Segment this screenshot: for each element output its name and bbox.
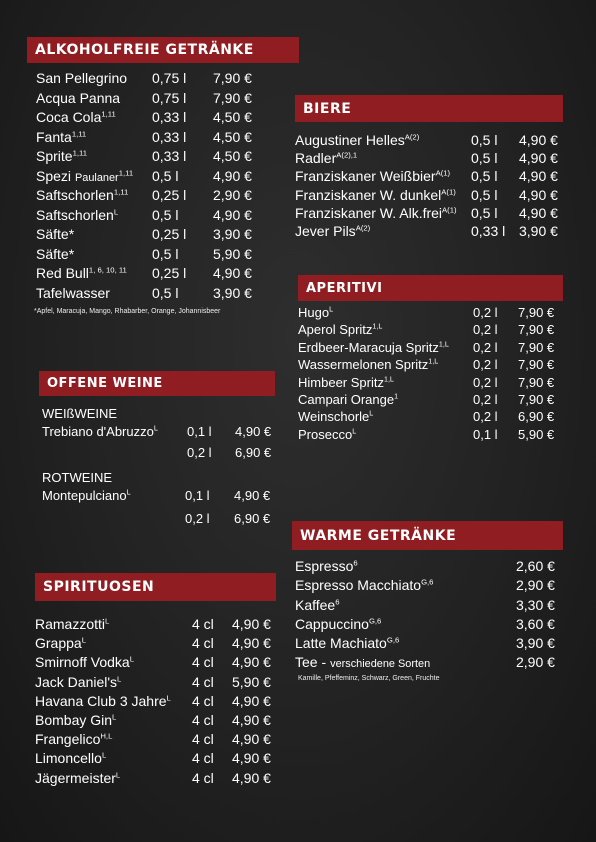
menu-row <box>36 70 276 90</box>
item-volume: 4 cl <box>192 769 214 786</box>
item-name-text: Franziskaner W. Alk.frei <box>295 204 443 221</box>
item-name-text: Bombay Gin <box>35 711 113 728</box>
item-price: 4,90 € <box>232 654 271 671</box>
menu-row <box>36 285 276 305</box>
item-volume: 0,75 l <box>152 70 187 86</box>
item-price: 4,50 € <box>213 148 252 164</box>
item-price: 3,90 € <box>516 635 555 652</box>
item-name-text: Cappuccino <box>295 615 369 632</box>
item-name-text: Himbeer Spritz <box>298 374 384 390</box>
item-volume: 0,5 l <box>152 206 179 223</box>
item-price: 4,50 € <box>213 128 252 145</box>
item-name-text: Limoncello <box>35 750 102 767</box>
item-price: 4,90 € <box>232 769 271 786</box>
item-name <box>36 246 74 262</box>
menu-row <box>36 168 276 188</box>
allergen-code: G,6 <box>421 577 434 587</box>
item-price: 7,90 € <box>518 322 555 338</box>
item-name-detail: Paulaner <box>75 171 119 184</box>
item-name <box>35 750 106 766</box>
juice-footnote: *Apfel, Maracuja, Mango, Rhabarber, Orange, Johannisbeer <box>34 308 221 315</box>
item-volume: 0,2 l <box>473 391 498 407</box>
item-name-text: Trebiano d'Abruzzo <box>42 424 154 439</box>
item-name-text: Prosecco <box>298 426 353 442</box>
item-price: 5,90 € <box>213 245 252 262</box>
item-volume: 0,5 l <box>471 168 498 185</box>
section-banner-aperitivi <box>298 275 563 301</box>
item-price: 3,90 € <box>213 284 252 301</box>
item-name <box>298 322 382 337</box>
item-name <box>35 712 116 728</box>
allergen-code: 1 <box>394 392 399 401</box>
item-volume: 0,2 l <box>473 374 498 390</box>
wine-row <box>42 488 282 511</box>
menu-row <box>298 340 560 357</box>
menu-row <box>298 392 560 409</box>
item-name <box>36 129 86 145</box>
item-name <box>42 424 158 439</box>
item-volume: 0,33 l <box>471 222 506 239</box>
item-price: 4,90 € <box>232 731 271 748</box>
item-name <box>36 226 74 242</box>
menu-row <box>295 654 563 673</box>
item-volume: 0,2 l <box>473 357 498 373</box>
section-banner-biere <box>295 95 563 122</box>
menu-row <box>35 654 280 673</box>
item-name <box>295 150 357 166</box>
item-name-text: Smirnoff Vodka <box>35 654 130 671</box>
item-name <box>42 488 131 503</box>
allergen-code: 1,11 <box>71 128 87 138</box>
item-name <box>35 654 134 670</box>
menu-row <box>35 616 280 635</box>
item-name-text: Kaffee <box>295 596 336 613</box>
section-banner-warm <box>292 521 563 550</box>
menu-row <box>298 409 560 426</box>
item-name <box>35 693 171 709</box>
item-price: 4,90 € <box>519 186 558 203</box>
item-price: 4,90 € <box>234 488 271 503</box>
item-name-text: Red Bull <box>36 265 89 281</box>
allergen-code: 1,11 <box>113 187 129 197</box>
item-price: 4,90 € <box>519 204 558 221</box>
item-name-text: Weinschorle <box>298 409 370 425</box>
item-price: 4,90 € <box>232 711 271 728</box>
allergen-code: A(2),1 <box>336 150 358 160</box>
allergen-code: L <box>153 424 158 433</box>
item-name <box>36 285 110 301</box>
item-name-text: San Pellegrino <box>36 70 128 86</box>
item-price: 2,90 € <box>213 187 252 203</box>
allergen-code: A(1) <box>442 205 457 215</box>
menu-row <box>295 187 565 205</box>
menu-row <box>36 265 276 285</box>
item-name-text: Grappa <box>35 635 82 652</box>
item-name <box>36 207 118 223</box>
item-name-text: Radler <box>295 150 337 167</box>
allergen-code: G,6 <box>368 616 382 626</box>
item-price: 4,50 € <box>213 109 252 125</box>
item-name-text: Erdbeer-Maracuja Spritz <box>298 339 439 355</box>
item-volume: 0,2 l <box>185 511 210 526</box>
menu-row <box>295 616 563 635</box>
item-name <box>36 70 127 86</box>
item-volume: 0,5 l <box>471 150 498 167</box>
item-name <box>35 616 109 632</box>
item-price: 3,90 € <box>213 226 252 242</box>
item-volume: 0,2 l <box>473 305 498 320</box>
allergen-code: G,6 <box>386 635 400 645</box>
item-price: 6,90 € <box>235 445 272 460</box>
allergen-code: L <box>352 427 357 436</box>
item-volume: 0,33 l <box>152 148 187 164</box>
menu-row <box>35 674 280 693</box>
allergen-code: L <box>329 305 334 314</box>
item-name <box>36 90 120 106</box>
allergen-code: L <box>112 712 117 722</box>
allergen-code: L <box>105 616 110 626</box>
item-name <box>295 187 456 203</box>
item-volume: 0,1 l <box>473 426 498 442</box>
allergen-code: A(1) <box>435 168 451 178</box>
item-name <box>36 265 127 281</box>
allergen-code: 1,L <box>372 323 383 332</box>
allergen-code: 1,L <box>428 357 439 366</box>
item-name-text: Franziskaner Weißbier <box>295 168 436 185</box>
allergen-code: L <box>369 410 374 419</box>
allergen-code: 6 <box>353 558 358 568</box>
item-volume: 0,25 l <box>152 265 187 281</box>
menu-row <box>35 770 280 789</box>
item-name <box>298 340 449 355</box>
item-volume: 4 cl <box>192 635 214 652</box>
menu-row <box>298 305 560 322</box>
menu-row <box>295 168 565 186</box>
allergen-code: A(2) <box>404 132 420 142</box>
menu-row <box>36 129 276 149</box>
allergen-code: A(2) <box>355 223 371 233</box>
item-name <box>295 577 433 593</box>
item-price: 3,60 € <box>516 615 555 632</box>
item-price: 2,90 € <box>516 577 555 594</box>
item-name-text: Augustiner Helles <box>295 132 405 148</box>
menu-row <box>36 148 276 168</box>
item-volume: 0,2 l <box>473 409 498 425</box>
item-name-text: Säfte* <box>36 245 75 262</box>
item-volume: 0,1 l <box>187 424 212 439</box>
item-name-text: Ramazzotti <box>35 616 106 632</box>
item-name-text: Tee - <box>295 654 327 671</box>
spirituosen-list <box>35 616 280 789</box>
item-name <box>295 597 340 613</box>
item-name <box>298 427 356 442</box>
item-name <box>36 187 128 203</box>
allergen-code: L <box>126 488 131 497</box>
red-wine-label: ROTWEINE <box>42 470 113 485</box>
item-price: 2,60 € <box>516 558 555 574</box>
item-name-text: Acqua Panna <box>36 89 121 106</box>
menu-row <box>298 375 560 392</box>
item-name <box>295 205 457 221</box>
section-banner-alkoholfrei <box>27 37 299 63</box>
item-volume: 0,33 l <box>152 128 187 145</box>
allergen-code: L <box>166 693 171 703</box>
allergen-code: L <box>115 769 121 779</box>
item-price: 4,90 € <box>213 167 252 184</box>
menu-row <box>298 427 560 444</box>
item-name <box>295 635 399 651</box>
item-price: 7,90 € <box>518 391 555 407</box>
item-name <box>298 305 333 320</box>
allergen-code: L <box>113 206 119 216</box>
item-volume: 4 cl <box>192 692 214 709</box>
item-name-text: Aperol Spritz <box>298 322 373 338</box>
item-price: 5,90 € <box>232 673 271 690</box>
allergen-code: L <box>129 654 134 664</box>
item-volume: 4 cl <box>192 654 214 671</box>
section-title: WARME GETRÄNKE <box>300 527 457 544</box>
item-name-text: Saftschorlen <box>36 206 114 223</box>
menu-row <box>36 226 276 246</box>
item-volume: 0,25 l <box>152 226 187 242</box>
menu-row <box>295 597 563 616</box>
item-name-text: Frangelico <box>35 731 101 748</box>
allergen-code: 1,11 <box>118 167 134 177</box>
allergen-code: 1,11 <box>101 109 116 119</box>
item-volume: 0,5 l <box>152 284 179 301</box>
item-price: 4,90 € <box>235 424 272 439</box>
item-price: 3,30 € <box>516 596 555 613</box>
item-price: 4,90 € <box>232 635 271 652</box>
item-name-text: Saftschorlen <box>36 187 114 203</box>
item-volume: 4 cl <box>192 711 214 728</box>
item-name <box>295 223 370 239</box>
item-volume: 0,33 l <box>152 109 187 125</box>
section-title: SPIRITUOSEN <box>43 579 155 595</box>
alkoholfrei-list <box>36 70 276 304</box>
menu-row <box>295 558 563 577</box>
menu-row <box>295 205 565 223</box>
item-name <box>36 109 116 125</box>
item-name-text: Tafelwasser <box>36 284 110 301</box>
item-name-text: Sprite <box>36 148 73 164</box>
menu-row <box>295 577 563 596</box>
item-name-text: Coca Cola <box>36 109 102 125</box>
weine-list <box>42 406 282 534</box>
menu-row <box>298 357 560 374</box>
item-volume: 0,5 l <box>152 167 179 184</box>
item-volume: 4 cl <box>192 673 214 690</box>
item-name <box>298 357 438 372</box>
item-name-text: Espresso <box>295 558 354 574</box>
menu-row <box>295 150 565 168</box>
allergen-code: 1, 6, 10, 11 <box>88 265 127 275</box>
item-price: 4,90 € <box>519 132 558 148</box>
item-volume: 0,2 l <box>473 322 498 338</box>
menu-row <box>295 132 565 150</box>
item-volume: 0,75 l <box>152 89 187 106</box>
allergen-code: L <box>101 750 107 760</box>
item-name-detail: verschiedene Sorten <box>330 658 431 671</box>
item-price: 4,90 € <box>213 265 252 281</box>
item-price: 4,90 € <box>232 692 271 709</box>
item-price: 4,90 € <box>232 750 271 767</box>
item-name-text: Franziskaner W. dunkel <box>295 186 442 203</box>
item-volume: 0,5 l <box>471 204 498 221</box>
menu-row <box>36 90 276 110</box>
section-title: BIERE <box>303 100 352 117</box>
item-name-text: Latte Machiato <box>295 635 387 652</box>
item-price: 4,90 € <box>213 206 252 223</box>
item-volume: 0,5 l <box>152 245 179 262</box>
menu-row <box>295 223 565 241</box>
item-name-text: Campari Orange <box>298 391 395 407</box>
white-wine-label: WEIßWEINE <box>42 406 118 421</box>
menu-row <box>298 322 560 339</box>
item-volume: 0,1 l <box>185 488 210 503</box>
item-name-text: Havana Club 3 Jahre <box>35 692 167 709</box>
allergen-code: H,L <box>100 731 113 741</box>
allergen-code: 1,L <box>383 375 394 384</box>
item-name <box>295 558 358 574</box>
item-name-text: Jack Daniel's <box>35 673 118 690</box>
wine-row <box>42 511 282 534</box>
section-title: ALKOHOLFREIE GETRÄNKE <box>35 42 254 58</box>
warm-list <box>295 558 563 674</box>
section-banner-weine <box>39 371 275 396</box>
item-name-text: Espresso Macchiato <box>295 577 422 594</box>
item-price: 7,90 € <box>518 305 555 320</box>
item-price: 4,90 € <box>519 150 558 167</box>
menu-row <box>36 246 276 266</box>
item-price: 7,90 € <box>213 70 252 86</box>
item-name <box>35 635 86 651</box>
wine-row <box>42 445 282 466</box>
menu-row <box>36 207 276 227</box>
allergen-code: 1,L <box>438 340 449 349</box>
item-name-text: Jägermeister <box>35 769 116 786</box>
menu-row <box>35 635 280 654</box>
allergen-code: A(1) <box>441 186 456 196</box>
menu-row <box>35 693 280 712</box>
item-name <box>295 132 419 148</box>
menu-row <box>36 187 276 207</box>
item-name-text: Fanta <box>36 128 72 145</box>
item-price: 4,90 € <box>519 168 558 185</box>
allergen-code: 1,11 <box>72 148 87 158</box>
item-price: 7,90 € <box>518 374 555 390</box>
item-name <box>35 731 112 747</box>
allergen-code: 6 <box>335 596 340 606</box>
item-name-text: Jever Pils <box>295 222 356 239</box>
item-price: 5,90 € <box>518 426 555 442</box>
allergen-code: L <box>81 635 86 645</box>
item-name <box>36 168 133 184</box>
menu-row <box>36 109 276 129</box>
biere-list <box>295 132 565 241</box>
item-price: 7,90 € <box>518 357 555 373</box>
allergen-code: L <box>117 673 122 683</box>
item-price: 2,90 € <box>516 654 555 671</box>
menu-row <box>35 712 280 731</box>
item-volume: 0,25 l <box>152 187 187 203</box>
menu-row <box>35 750 280 769</box>
menu-row <box>35 731 280 750</box>
item-name <box>35 770 120 786</box>
aperitivi-list <box>298 305 560 444</box>
item-name <box>295 654 430 670</box>
item-volume: 0,5 l <box>471 132 498 148</box>
item-volume: 0,2 l <box>473 339 498 355</box>
item-volume: 0,2 l <box>187 445 212 460</box>
menu-row <box>295 635 563 654</box>
item-name-text: Montepulciano <box>42 488 127 503</box>
item-price: 7,90 € <box>213 89 252 106</box>
item-volume: 4 cl <box>192 731 214 748</box>
item-name <box>295 616 381 632</box>
item-name <box>36 148 87 164</box>
item-name-text: Säfte* <box>36 226 75 242</box>
item-name <box>298 392 398 407</box>
item-volume: 4 cl <box>192 750 214 767</box>
tea-footnote: Kamille, Pfeffeminz, Schwarz, Green, Fruchte <box>298 675 440 682</box>
item-volume: 4 cl <box>192 616 214 632</box>
item-name-text: Spezi <box>36 167 72 184</box>
section-title: APERITIVI <box>306 280 383 296</box>
item-name <box>295 168 450 184</box>
item-price: 6,90 € <box>234 511 271 526</box>
item-name-text: Wassermelonen Spritz <box>298 357 429 373</box>
item-name-text: Hugo <box>298 305 330 320</box>
item-name <box>298 375 394 390</box>
item-name <box>35 674 121 690</box>
wine-row <box>42 424 282 445</box>
item-price: 6,90 € <box>518 409 555 425</box>
section-title: OFFENE WEINE <box>47 376 163 391</box>
item-price: 4,90 € <box>232 616 271 632</box>
item-name <box>298 409 373 424</box>
item-volume: 0,5 l <box>471 186 498 203</box>
section-banner-spirituosen <box>35 573 276 601</box>
item-price: 3,90 € <box>519 222 558 239</box>
item-price: 7,90 € <box>518 339 555 355</box>
